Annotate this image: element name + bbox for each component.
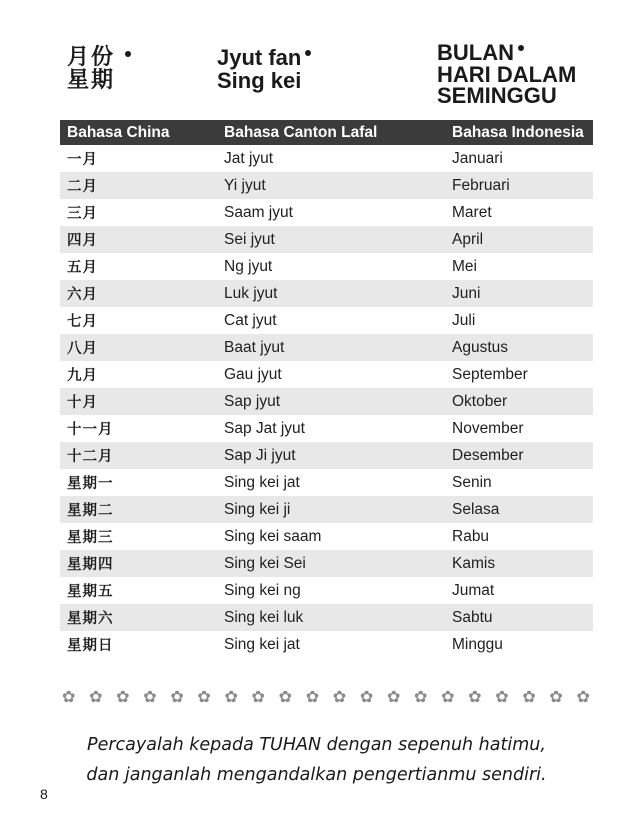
flower-icon: ✿ (62, 687, 76, 706)
table-row (60, 388, 593, 415)
heading-indonesian (437, 42, 576, 107)
cell-cantonese: Baat jyut (217, 334, 445, 361)
cell-chinese: 三月 (67, 206, 98, 222)
cell-chinese: 星期五 (67, 584, 114, 600)
table-header-row (60, 120, 593, 145)
cell-cantonese: Sing kei jat (224, 635, 300, 653)
bullet-dot (518, 45, 524, 51)
flower-icon: ✿ (549, 687, 563, 706)
cell-chinese: 六月 (60, 280, 217, 307)
heading-indonesian-line3: SEMINGGU (437, 83, 557, 109)
column-header: Bahasa China (60, 120, 217, 145)
table-row (60, 307, 593, 334)
cell-chinese: 星期一 (67, 476, 114, 492)
cell-cantonese: Gau jyut (224, 365, 282, 383)
table-row (60, 577, 593, 604)
cell-chinese: 十一月 (67, 422, 114, 438)
heading-chinese (67, 46, 131, 92)
cell-cantonese: Sing kei ji (217, 496, 445, 523)
table-row (60, 469, 593, 496)
flower-icon: ✿ (143, 687, 157, 706)
column-header: Bahasa Canton Lafal (217, 120, 445, 145)
bible-verse (0, 730, 633, 790)
cell-cantonese: Saam jyut (224, 203, 293, 221)
cell-chinese: 一月 (67, 152, 98, 168)
cell-indonesian: Senin (452, 473, 492, 491)
cell-indonesian: Desember (445, 442, 593, 469)
cell-chinese: 四月 (60, 226, 217, 253)
table-row (60, 199, 593, 226)
table-row (60, 442, 593, 469)
cell-indonesian: Maret (452, 203, 492, 221)
column-headings (0, 42, 633, 118)
flower-icon: ✿ (468, 687, 482, 706)
flower-icon: ✿ (495, 687, 509, 706)
cell-chinese: 七月 (67, 314, 98, 330)
heading-indonesian-line2: HARI DALAM (437, 61, 577, 87)
heading-cantonese (217, 46, 311, 92)
ornament-divider (62, 687, 590, 707)
cell-indonesian: Sabtu (445, 604, 593, 631)
table-row (60, 145, 593, 172)
cell-indonesian: Minggu (452, 635, 503, 653)
bullet-dot (305, 50, 311, 56)
table-row (60, 496, 593, 523)
cell-indonesian: April (445, 226, 593, 253)
flower-icon: ✿ (251, 687, 265, 706)
table-row (60, 361, 593, 388)
verse-line: Percayalah kepada TUHAN dengan sepenuh hatimu, (87, 735, 546, 755)
flower-icon: ✿ (197, 687, 211, 706)
cell-cantonese: Sap Ji jyut (217, 442, 445, 469)
flower-icon: ✿ (224, 687, 238, 706)
cell-indonesian: Januari (452, 149, 503, 167)
cell-indonesian: Mei (452, 257, 477, 275)
cell-chinese: 星期二 (60, 496, 217, 523)
heading-chinese-line1: 月份 (67, 45, 116, 70)
flower-icon: ✿ (116, 687, 130, 706)
cell-cantonese: Yi jyut (217, 172, 445, 199)
table-row (60, 415, 593, 442)
cell-cantonese: Ng jyut (224, 257, 273, 275)
table-row (60, 550, 593, 577)
flower-icon: ✿ (414, 687, 428, 706)
cell-chinese: 二月 (60, 172, 217, 199)
column-header: Bahasa Indonesia (445, 120, 593, 145)
cell-indonesian: Rabu (452, 527, 490, 545)
cell-chinese: 十二月 (60, 442, 217, 469)
bullet-dot (125, 51, 131, 57)
cell-indonesian: Selasa (445, 496, 593, 523)
flower-icon: ✿ (89, 687, 103, 706)
page-number: 8 (40, 786, 48, 802)
flower-icon: ✿ (359, 687, 374, 706)
table-row (60, 631, 593, 658)
table-row (60, 334, 593, 361)
cell-cantonese: Sing kei Sei (217, 550, 445, 577)
table-row (60, 280, 593, 307)
cell-indonesian: Agustus (445, 334, 593, 361)
cell-indonesian: Juli (452, 311, 476, 329)
cell-cantonese: Sing kei jat (224, 473, 300, 491)
cell-cantonese: Sap jyut (217, 388, 445, 415)
cell-cantonese: Jat jyut (224, 149, 274, 167)
cell-indonesian: Jumat (452, 581, 495, 599)
cell-chinese: 星期日 (67, 638, 114, 654)
cell-indonesian: Februari (445, 172, 593, 199)
table-row (60, 172, 593, 199)
flower-icon: ✿ (170, 687, 184, 706)
cell-cantonese: Sing kei luk (217, 604, 445, 631)
verse-line: dan janganlah mengandalkan pengertianmu sendiri. (86, 765, 547, 785)
cell-chinese: 星期六 (60, 604, 217, 631)
table-row (60, 253, 593, 280)
flower-icon: ✿ (386, 687, 401, 706)
table-row (60, 604, 593, 631)
table-row (60, 226, 593, 253)
table-body (60, 145, 593, 658)
cell-chinese: 九月 (67, 368, 98, 384)
flower-icon: ✿ (576, 687, 590, 706)
cell-cantonese: Sap Jat jyut (224, 419, 305, 437)
cell-chinese: 五月 (67, 260, 98, 276)
flower-icon: ✿ (305, 687, 320, 706)
flower-icon: ✿ (278, 687, 293, 706)
heading-cantonese-line2: Sing kei (217, 68, 302, 94)
cell-indonesian: November (452, 419, 524, 437)
cell-chinese: 十月 (60, 388, 217, 415)
cell-cantonese: Sing kei saam (224, 527, 322, 545)
cell-chinese: 星期三 (67, 530, 114, 546)
flower-icon: ✿ (522, 687, 536, 706)
cell-cantonese: Sing kei ng (224, 581, 301, 599)
heading-indonesian-line1: BULAN (437, 40, 514, 65)
cell-cantonese: Luk jyut (217, 280, 445, 307)
table-row (60, 523, 593, 550)
vocabulary-table (60, 120, 593, 658)
cell-indonesian: Oktober (445, 388, 593, 415)
cell-cantonese: Cat jyut (224, 311, 277, 329)
flower-icon: ✿ (332, 687, 347, 706)
cell-indonesian: Juni (445, 280, 593, 307)
cell-cantonese: Sei jyut (217, 226, 445, 253)
cell-indonesian: Kamis (445, 550, 593, 577)
cell-indonesian: September (452, 365, 528, 383)
cell-chinese: 八月 (60, 334, 217, 361)
flower-icon: ✿ (441, 687, 455, 706)
heading-cantonese-line1: Jyut fan (217, 45, 302, 70)
cell-chinese: 星期四 (60, 550, 217, 577)
heading-chinese-line2: 星期 (67, 68, 116, 94)
